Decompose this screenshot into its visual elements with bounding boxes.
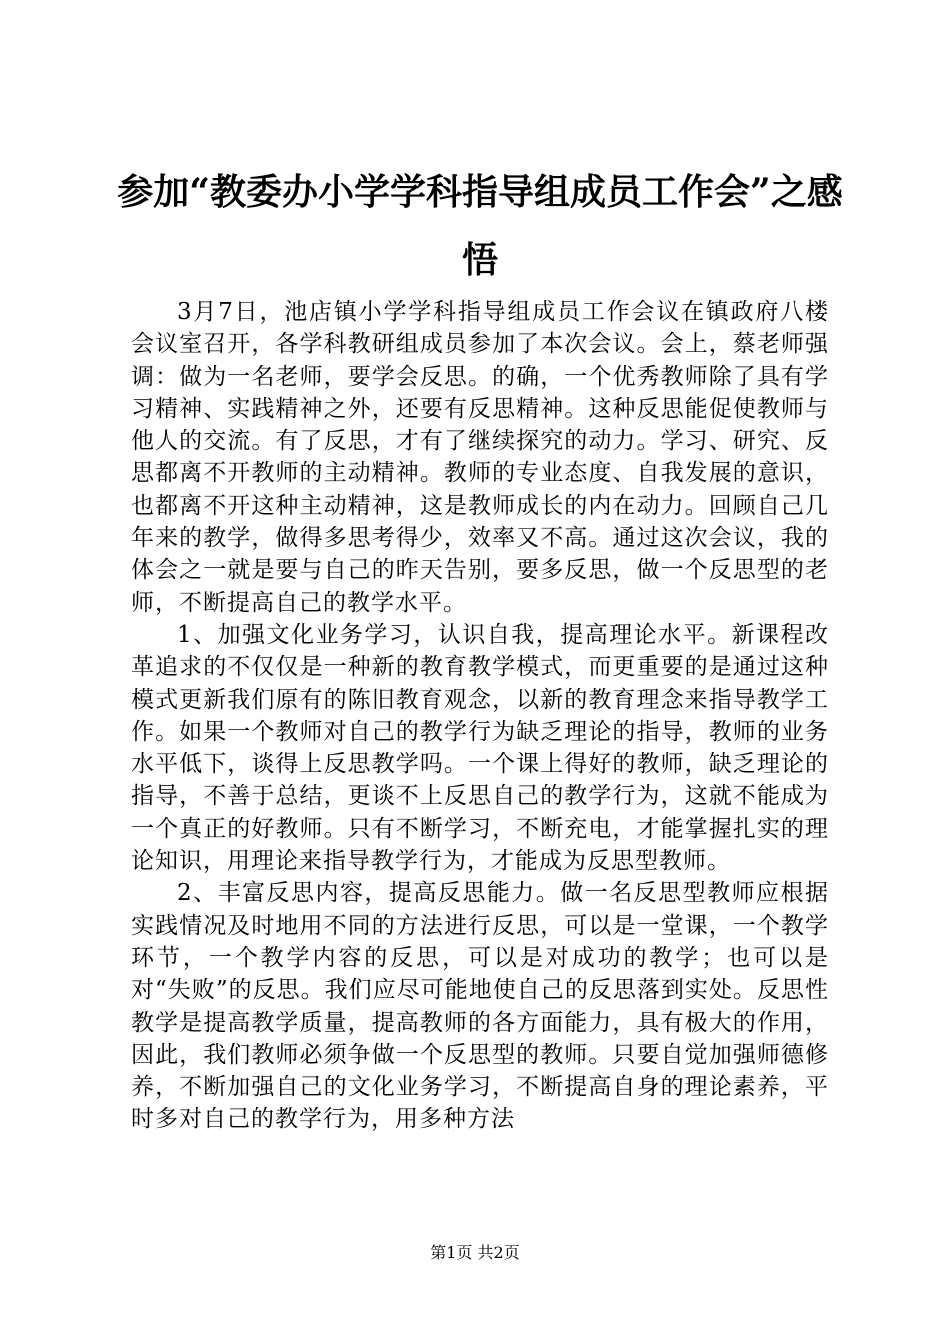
document-body (131, 296, 829, 1136)
paragraph-intro: 3月7日，池店镇小学学科指导组成员工作会议在镇政府八楼会议室召开，各学科教研组成员参加了本次会议。会上，蔡老师强调：做为一名老师，要学会反思。的确，一个优秀教师除了具有学习精神、实践精神之外，还要有反思精神。这种反思能促使教师与他人的交流。有了反思，才有了继续探究的动力。学习、研究、反思都离不开教师的主动精神。教师的专业态度、自我发展的意识，也都离不开这种主动精神，这是教师成长的内在动力。回顾自己几年来的教学，做得多思考得少，效率又不高。通过这次会议，我的体会之一就是要与自己的昨天告别，要多反思，做一个反思型的老师，不断提高自己的教学水平。 (131, 299, 829, 616)
paragraph-point-2: 2、丰富反思内容，提高反思能力。做一名反思型教师应根据实践情况及时地用不同的方法进行反思，可以是一堂课，一个教学环节，一个教学内容的反思，可以是对成功的教学；也可以是对“失败”的反思。我们应尽可能地使自己的反思落到实处。反思性教学是提高教学质量，提高教师的各方面能力，具有极大的作用，因此，我们教师必须争做一个反思型的教师。只要自觉加强师德修养，不断加强自己的文化业务学习，不断提高自身的理论素养，平时多对自己的教学行为，用多种方法 (131, 880, 829, 1133)
document-title: 参加“教委办小学学科指导组成员工作会”之感悟 (117, 171, 843, 281)
page-footer: 第1页 共2页 (430, 1243, 520, 1262)
paragraph-point-1: 1、加强文化业务学习，认识自我，提高理论水平。新课程改革追求的不仅仅是一种新的教育教学模式，而更重要的是通过这种模式更新我们原有的陈旧教育观念，以新的教育理念来指导教学工作。如果一个教师对自己的教学行为缺乏理论的指导，教师的业务水平低下，谈得上反思教学吗。一个课上得好的教师，缺乏理论的指导，不善于总结，更谈不上反思自己的教学行为，这就不能成为一个真正的好教师。只有不断学习，不断充电，才能掌握扎实的理论知识，用理论来指导教学行为，才能成为反思型教师。 (131, 621, 829, 875)
